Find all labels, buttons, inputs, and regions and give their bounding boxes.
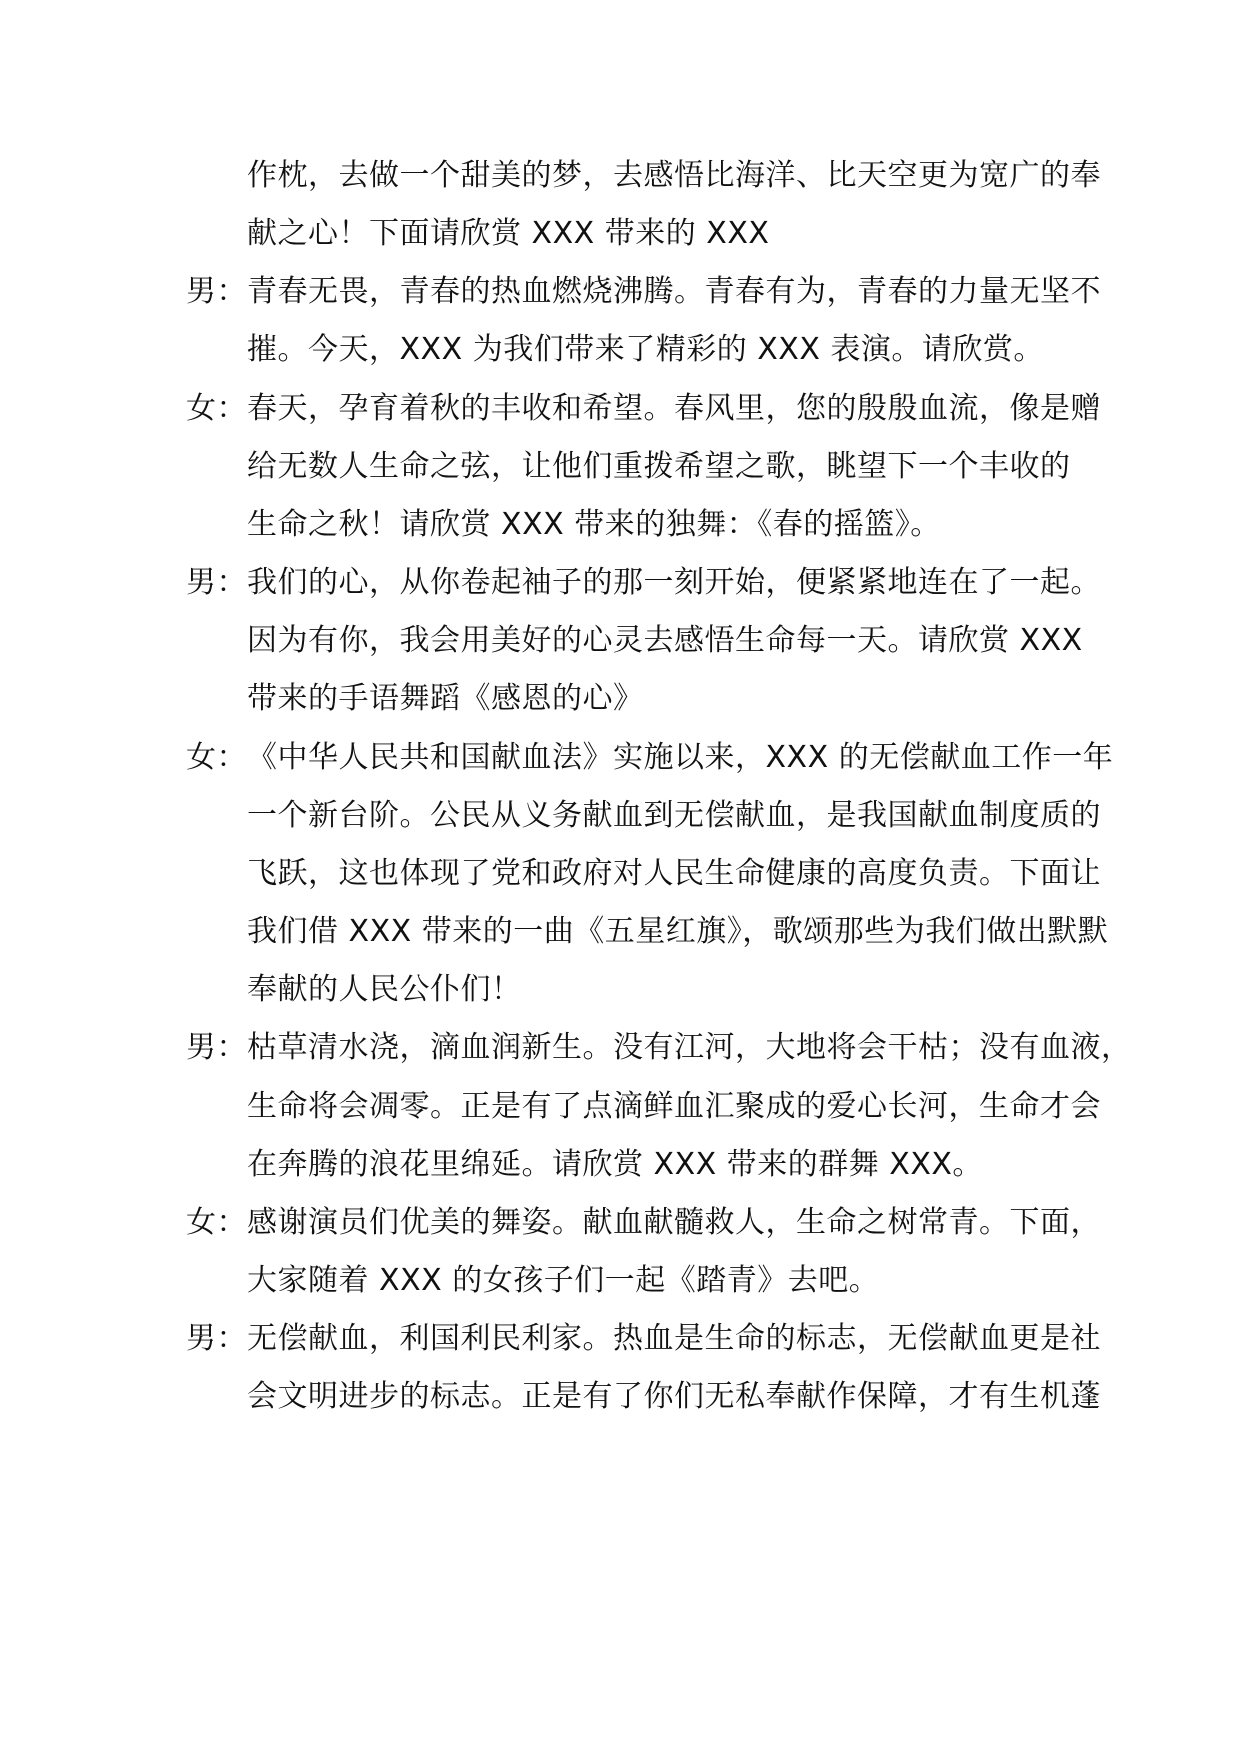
line-text: 献之心！下面请欣赏 XXX 带来的 XXX [247, 216, 770, 251]
line-text: 作枕，去做一个甜美的梦，去感悟比海洋、比天空更为宽广的奉 [247, 158, 1101, 193]
speaker-label: 男： [186, 1030, 247, 1065]
line-text: 感谢演员们优美的舞姿。献血献髓救人，生命之树常青。下面， [247, 1205, 1101, 1240]
line-text: 生命之秋！请欣赏 XXX 带来的独舞：《春的摇篮》。 [247, 507, 941, 542]
line-text: 春天，孕育着秋的丰收和希望。春风里，您的殷殷血流，像是赠 [247, 391, 1101, 426]
speaker-label: 女： [186, 1205, 247, 1240]
line-text: 带来的手语舞蹈《感恩的心》 [247, 681, 644, 716]
line-text: 摧。今天，XXX 为我们带来了精彩的 XXX 表演。请欣赏。 [247, 332, 1044, 367]
line-text: 奉献的人民公仆们！ [247, 972, 522, 1007]
line-text: 青春无畏，青春的热血燃烧沸腾。青春有为，青春的力量无坚不 [247, 274, 1101, 309]
speaker-label: 男： [186, 1321, 247, 1356]
line-text: 枯草清水浇，滴血润新生。没有江河，大地将会干枯；没有血液， [247, 1030, 1132, 1065]
line-text: 飞跃，这也体现了党和政府对人民生命健康的高度负责。下面让 [247, 856, 1101, 891]
line-text: 我们借 XXX 带来的一曲《五星红旗》，歌颂那些为我们做出默默 [247, 914, 1109, 949]
line-text: 无偿献血，利国利民利家。热血是生命的标志，无偿献血更是社 [247, 1321, 1101, 1356]
line-text: 大家随着 XXX 的女孩子们一起《踏青》去吧。 [247, 1263, 880, 1298]
line-text: 《中华人民共和国献血法》实施以来，XXX 的无偿献血工作一年 [247, 740, 1114, 775]
line-text: 在奔腾的浪花里绵延。请欣赏 XXX 带来的群舞 XXX。 [247, 1147, 983, 1182]
line-text: 给无数人生命之弦，让他们重拨希望之歌，眺望下一个丰收的 [247, 449, 1071, 484]
line-text: 我们的心，从你卷起袖子的那一刻开始，便紧紧地连在了一起。 [247, 565, 1101, 600]
speaker-label: 女： [186, 391, 247, 426]
line-text: 因为有你，我会用美好的心灵去感悟生命每一天。请欣赏 XXX [247, 623, 1083, 658]
line-text: 生命将会凋零。正是有了点滴鲜血汇聚成的爱心长河，生命才会 [247, 1089, 1101, 1124]
speaker-label: 男： [186, 274, 247, 309]
line-text: 一个新台阶。公民从义务献血到无偿献血，是我国献血制度质的 [247, 798, 1101, 833]
speaker-label: 女： [186, 740, 247, 775]
speaker-label: 男： [186, 565, 247, 600]
line-text: 会文明进步的标志。正是有了你们无私奉献作保障，才有生机蓬 [247, 1379, 1101, 1414]
